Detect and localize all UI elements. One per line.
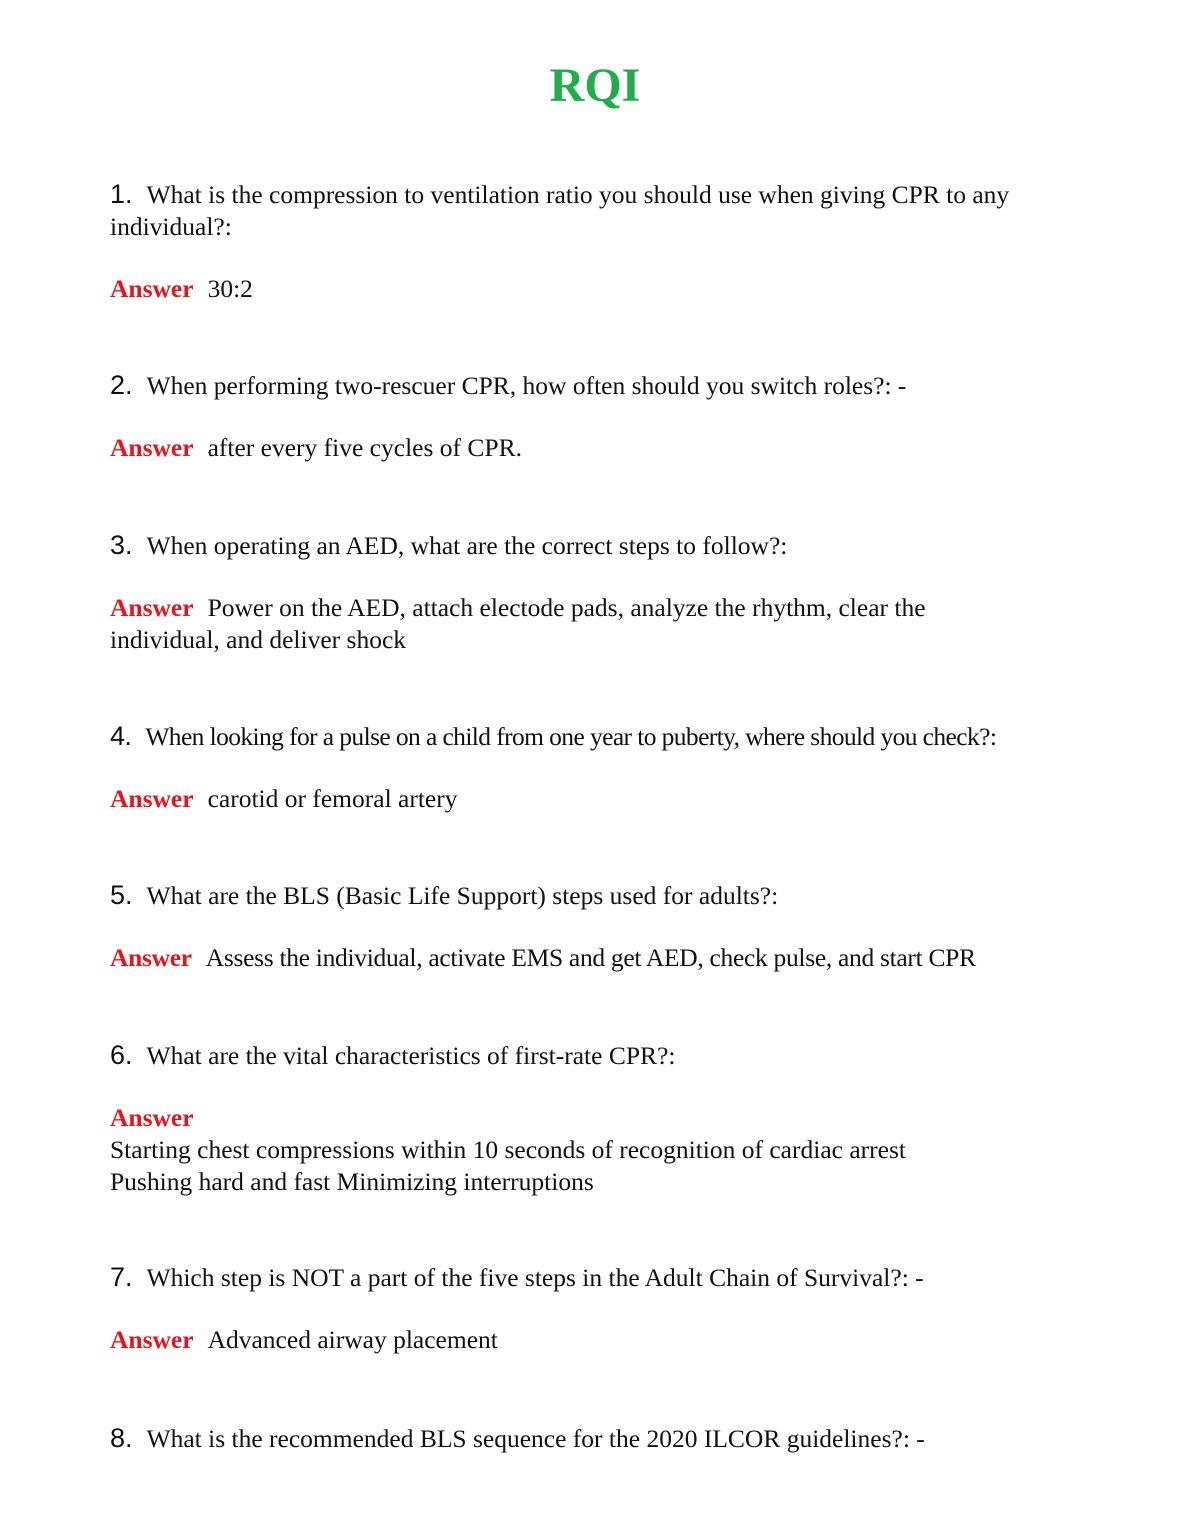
question-number: 2.	[110, 370, 133, 400]
question-number: 4.	[110, 721, 132, 751]
answer-text: after every five cycles of CPR.	[207, 433, 522, 462]
answer-5	[110, 942, 1170, 974]
answer-text: carotid or femoral artery	[207, 784, 458, 813]
answer-1	[110, 273, 1110, 305]
question-2	[110, 369, 1110, 402]
question-number: 3.	[110, 530, 133, 560]
question-number: 8.	[110, 1423, 133, 1453]
question-text: What are the vital characteristics of first-rate CPR?:	[146, 1041, 676, 1070]
qa-item-5	[110, 879, 1170, 974]
question-text: Which step is NOT a part of the five steps in the Adult Chain of Survival?: -	[146, 1263, 924, 1292]
answer-4	[110, 783, 1170, 815]
answer-label: Answer	[110, 943, 192, 972]
question-text: When performing two-rescuer CPR, how often should you switch roles?: -	[146, 371, 907, 400]
question-4	[110, 720, 1170, 753]
answer-label: Answer	[110, 433, 194, 462]
answer-label: Answer	[110, 784, 194, 813]
answer-text: Power on the AED, attach electode pads, analyze the rhythm, clear the individual, and deliver shock	[110, 593, 926, 654]
answer-6	[110, 1102, 1110, 1198]
answer-label: Answer	[110, 1325, 194, 1354]
question-number: 5.	[110, 880, 133, 910]
answer-2	[110, 432, 1110, 464]
question-text: When operating an AED, what are the correct steps to follow?:	[146, 531, 788, 560]
answer-3	[110, 592, 990, 656]
question-number: 6.	[110, 1040, 133, 1070]
question-text: What are the BLS (Basic Life Support) steps used for adults?:	[146, 881, 779, 910]
qa-item-8	[110, 1422, 1110, 1455]
qa-item-1	[110, 178, 1110, 305]
qa-item-4	[110, 720, 1170, 815]
answer-line: Starting chest compressions within 10 seconds of recognition of cardiac arrest	[110, 1135, 906, 1164]
answer-label: Answer	[110, 1103, 194, 1132]
answer-label: Answer	[110, 593, 194, 622]
question-text: When looking for a pulse on a child from one year to puberty, where should you check?:	[145, 722, 997, 751]
question-3	[110, 529, 1110, 562]
answer-text: Assess the individual, activate EMS and get AED, check pulse, and start CPR	[205, 943, 976, 972]
question-6	[110, 1039, 1110, 1072]
answer-7	[110, 1324, 1110, 1356]
answer-label: Answer	[110, 274, 194, 303]
question-number: 7.	[110, 1262, 133, 1292]
question-8	[110, 1422, 1110, 1455]
qa-item-3	[110, 529, 1110, 656]
qa-item-6	[110, 1039, 1110, 1198]
question-text: What is the recommended BLS sequence for the 2020 ILCOR guidelines?: -	[146, 1424, 925, 1453]
question-5	[110, 879, 1170, 912]
answer-text: 30:2	[207, 274, 253, 303]
qa-item-7	[110, 1261, 1110, 1356]
answer-text: Advanced airway placement	[207, 1325, 498, 1354]
question-1	[110, 178, 1110, 243]
page-title: RQI	[549, 59, 641, 112]
answer-line: Pushing hard and fast Minimizing interruptions	[110, 1167, 594, 1196]
question-7	[110, 1261, 1110, 1294]
question-text: What is the compression to ventilation ratio you should use when giving CPR to any individual?:	[110, 180, 1010, 241]
question-number: 1.	[110, 179, 133, 209]
qa-item-2	[110, 369, 1110, 464]
